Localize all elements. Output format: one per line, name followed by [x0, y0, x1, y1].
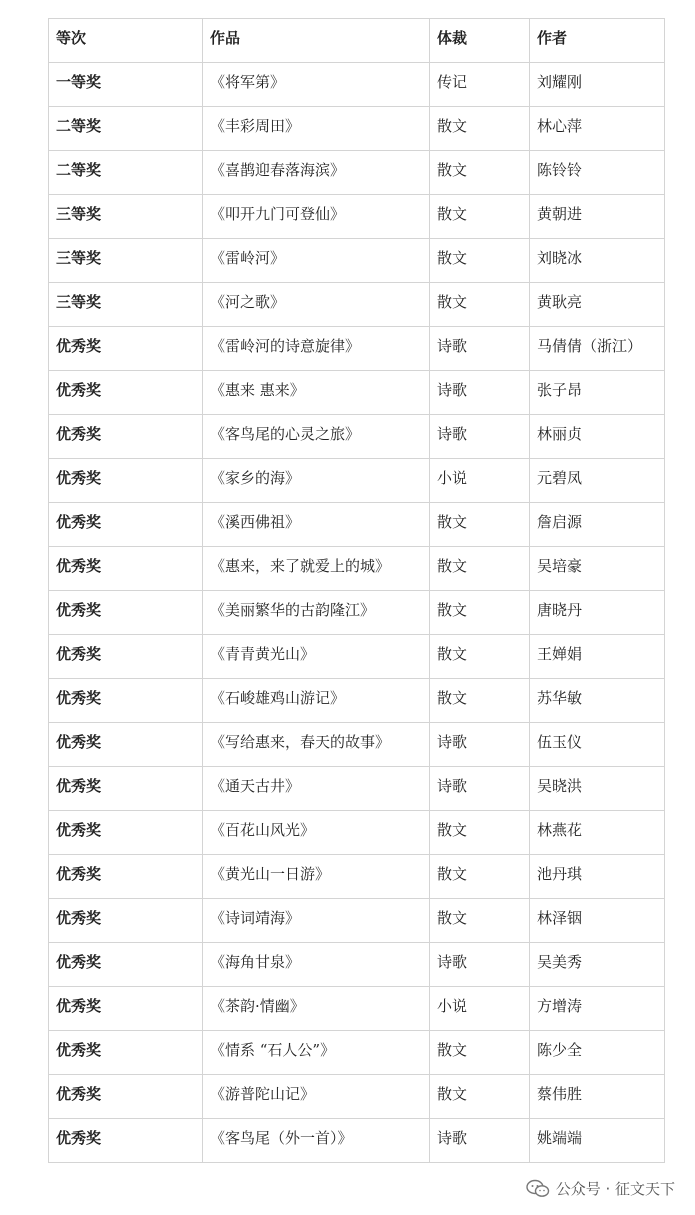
cell-genre: 散文: [430, 283, 530, 327]
cell-genre: 小说: [430, 459, 530, 503]
cell-genre: 诗歌: [430, 767, 530, 811]
cell-author: 马倩倩（浙江）: [530, 327, 665, 371]
cell-rank: 优秀奖: [49, 591, 203, 635]
cell-rank: 优秀奖: [49, 1075, 203, 1119]
header-work: 作品: [203, 19, 430, 63]
cell-rank: 优秀奖: [49, 459, 203, 503]
watermark: [522, 1176, 679, 1201]
table-row: [49, 239, 665, 283]
table-row: [49, 503, 665, 547]
table-row: [49, 107, 665, 151]
cell-genre: 散文: [430, 811, 530, 855]
cell-rank: 二等奖: [49, 107, 203, 151]
cell-genre: 诗歌: [430, 723, 530, 767]
table-row: [49, 987, 665, 1031]
cell-work: 《石峻雄鸡山游记》: [203, 679, 430, 723]
cell-genre: 散文: [430, 239, 530, 283]
cell-work: 《家乡的海》: [203, 459, 430, 503]
cell-rank: 优秀奖: [49, 371, 203, 415]
cell-author: 吴培豪: [530, 547, 665, 591]
cell-rank: 优秀奖: [49, 679, 203, 723]
table-row: [49, 767, 665, 811]
table-row: [49, 723, 665, 767]
cell-author: 陈铃铃: [530, 151, 665, 195]
table-row: [49, 195, 665, 239]
table-row: [49, 811, 665, 855]
cell-genre: 诗歌: [430, 371, 530, 415]
cell-rank: 三等奖: [49, 283, 203, 327]
table-row: [49, 1031, 665, 1075]
cell-rank: 一等奖: [49, 63, 203, 107]
awards-table: [48, 18, 665, 1163]
cell-author: 吴美秀: [530, 943, 665, 987]
cell-genre: 散文: [430, 679, 530, 723]
table-row: [49, 283, 665, 327]
cell-work: 《客鸟尾的心灵之旅》: [203, 415, 430, 459]
cell-genre: 散文: [430, 1031, 530, 1075]
cell-genre: 传记: [430, 63, 530, 107]
cell-work: 《海角甘泉》: [203, 943, 430, 987]
cell-work: 《通天古井》: [203, 767, 430, 811]
cell-genre: 散文: [430, 107, 530, 151]
header-genre: 体裁: [430, 19, 530, 63]
cell-genre: 诗歌: [430, 1119, 530, 1163]
cell-rank: 优秀奖: [49, 855, 203, 899]
cell-rank: 三等奖: [49, 239, 203, 283]
cell-author: 黄耿亮: [530, 283, 665, 327]
cell-work: 《叩开九门可登仙》: [203, 195, 430, 239]
cell-genre: 散文: [430, 1075, 530, 1119]
cell-rank: 优秀奖: [49, 503, 203, 547]
cell-author: 黄朝进: [530, 195, 665, 239]
cell-rank: 优秀奖: [49, 415, 203, 459]
cell-genre: 小说: [430, 987, 530, 1031]
cell-work: 《诗词靖海》: [203, 899, 430, 943]
cell-work: 《游普陀山记》: [203, 1075, 430, 1119]
cell-rank: 优秀奖: [49, 987, 203, 1031]
cell-genre: 散文: [430, 151, 530, 195]
cell-work: 《茶韵·情幽》: [203, 987, 430, 1031]
cell-work: 《情系 “石人公”》: [203, 1031, 430, 1075]
cell-author: 林泽铟: [530, 899, 665, 943]
cell-genre: 诗歌: [430, 415, 530, 459]
cell-work: 《惠来，来了就爱上的城》: [203, 547, 430, 591]
cell-rank: 优秀奖: [49, 1031, 203, 1075]
cell-author: 吴晓洪: [530, 767, 665, 811]
header-row: [49, 19, 665, 63]
table-row: [49, 327, 665, 371]
table-row: [49, 1119, 665, 1163]
cell-genre: 散文: [430, 855, 530, 899]
cell-author: 蔡伟胜: [530, 1075, 665, 1119]
table-row: [49, 679, 665, 723]
cell-work: 《河之歌》: [203, 283, 430, 327]
table-row: [49, 415, 665, 459]
table-row: [49, 899, 665, 943]
cell-work: 《将军第》: [203, 63, 430, 107]
cell-author: 苏华敏: [530, 679, 665, 723]
cell-author: 林燕花: [530, 811, 665, 855]
cell-author: 陈少全: [530, 1031, 665, 1075]
cell-genre: 散文: [430, 591, 530, 635]
cell-work: 《美丽繁华的古韵隆江》: [203, 591, 430, 635]
cell-author: 池丹琪: [530, 855, 665, 899]
cell-work: 《黄光山一日游》: [203, 855, 430, 899]
cell-rank: 优秀奖: [49, 943, 203, 987]
cell-genre: 散文: [430, 503, 530, 547]
cell-author: 伍玉仪: [530, 723, 665, 767]
cell-genre: 诗歌: [430, 943, 530, 987]
header-rank: 等次: [49, 19, 203, 63]
table-row: [49, 371, 665, 415]
cell-genre: 散文: [430, 547, 530, 591]
cell-author: 刘晓冰: [530, 239, 665, 283]
table-row: [49, 943, 665, 987]
table-row: [49, 63, 665, 107]
cell-author: 林丽贞: [530, 415, 665, 459]
header-author: 作者: [530, 19, 665, 63]
cell-author: 方增涛: [530, 987, 665, 1031]
cell-author: 林心萍: [530, 107, 665, 151]
cell-author: 张子昂: [530, 371, 665, 415]
cell-genre: 散文: [430, 899, 530, 943]
table-row: [49, 547, 665, 591]
cell-author: 刘耀刚: [530, 63, 665, 107]
cell-rank: 优秀奖: [49, 811, 203, 855]
table-row: [49, 151, 665, 195]
table-row: [49, 635, 665, 679]
table-header: [49, 19, 665, 63]
cell-author: 唐晓丹: [530, 591, 665, 635]
cell-work: 《惠来 惠来》: [203, 371, 430, 415]
table-row: [49, 459, 665, 503]
cell-rank: 优秀奖: [49, 899, 203, 943]
cell-work: 《客鸟尾（外一首）》: [203, 1119, 430, 1163]
cell-author: 姚端端: [530, 1119, 665, 1163]
cell-work: 《溪西佛祖》: [203, 503, 430, 547]
cell-rank: 三等奖: [49, 195, 203, 239]
table-body: [49, 63, 665, 1163]
table-row: [49, 1075, 665, 1119]
watermark-text: 公众号 · 征文天下: [555, 1180, 675, 1198]
cell-work: 《雷岭河的诗意旋律》: [203, 327, 430, 371]
table-row: [49, 591, 665, 635]
cell-rank: 优秀奖: [49, 767, 203, 811]
cell-rank: 优秀奖: [49, 327, 203, 371]
cell-work: 《写给惠来，春天的故事》: [203, 723, 430, 767]
cell-rank: 优秀奖: [49, 723, 203, 767]
cell-work: 《丰彩周田》: [203, 107, 430, 151]
cell-author: 元碧凤: [530, 459, 665, 503]
cell-rank: 优秀奖: [49, 547, 203, 591]
cell-genre: 散文: [430, 635, 530, 679]
cell-author: 王婵娟: [530, 635, 665, 679]
cell-genre: 诗歌: [430, 327, 530, 371]
cell-genre: 散文: [430, 195, 530, 239]
cell-work: 《喜鹊迎春落海滨》: [203, 151, 430, 195]
cell-rank: 优秀奖: [49, 635, 203, 679]
table-row: [49, 855, 665, 899]
cell-author: 詹启源: [530, 503, 665, 547]
cell-rank: 二等奖: [49, 151, 203, 195]
cell-work: 《青青黄光山》: [203, 635, 430, 679]
cell-work: 《雷岭河》: [203, 239, 430, 283]
cell-work: 《百花山风光》: [203, 811, 430, 855]
cell-rank: 优秀奖: [49, 1119, 203, 1163]
wechat-icon: [526, 1179, 550, 1199]
